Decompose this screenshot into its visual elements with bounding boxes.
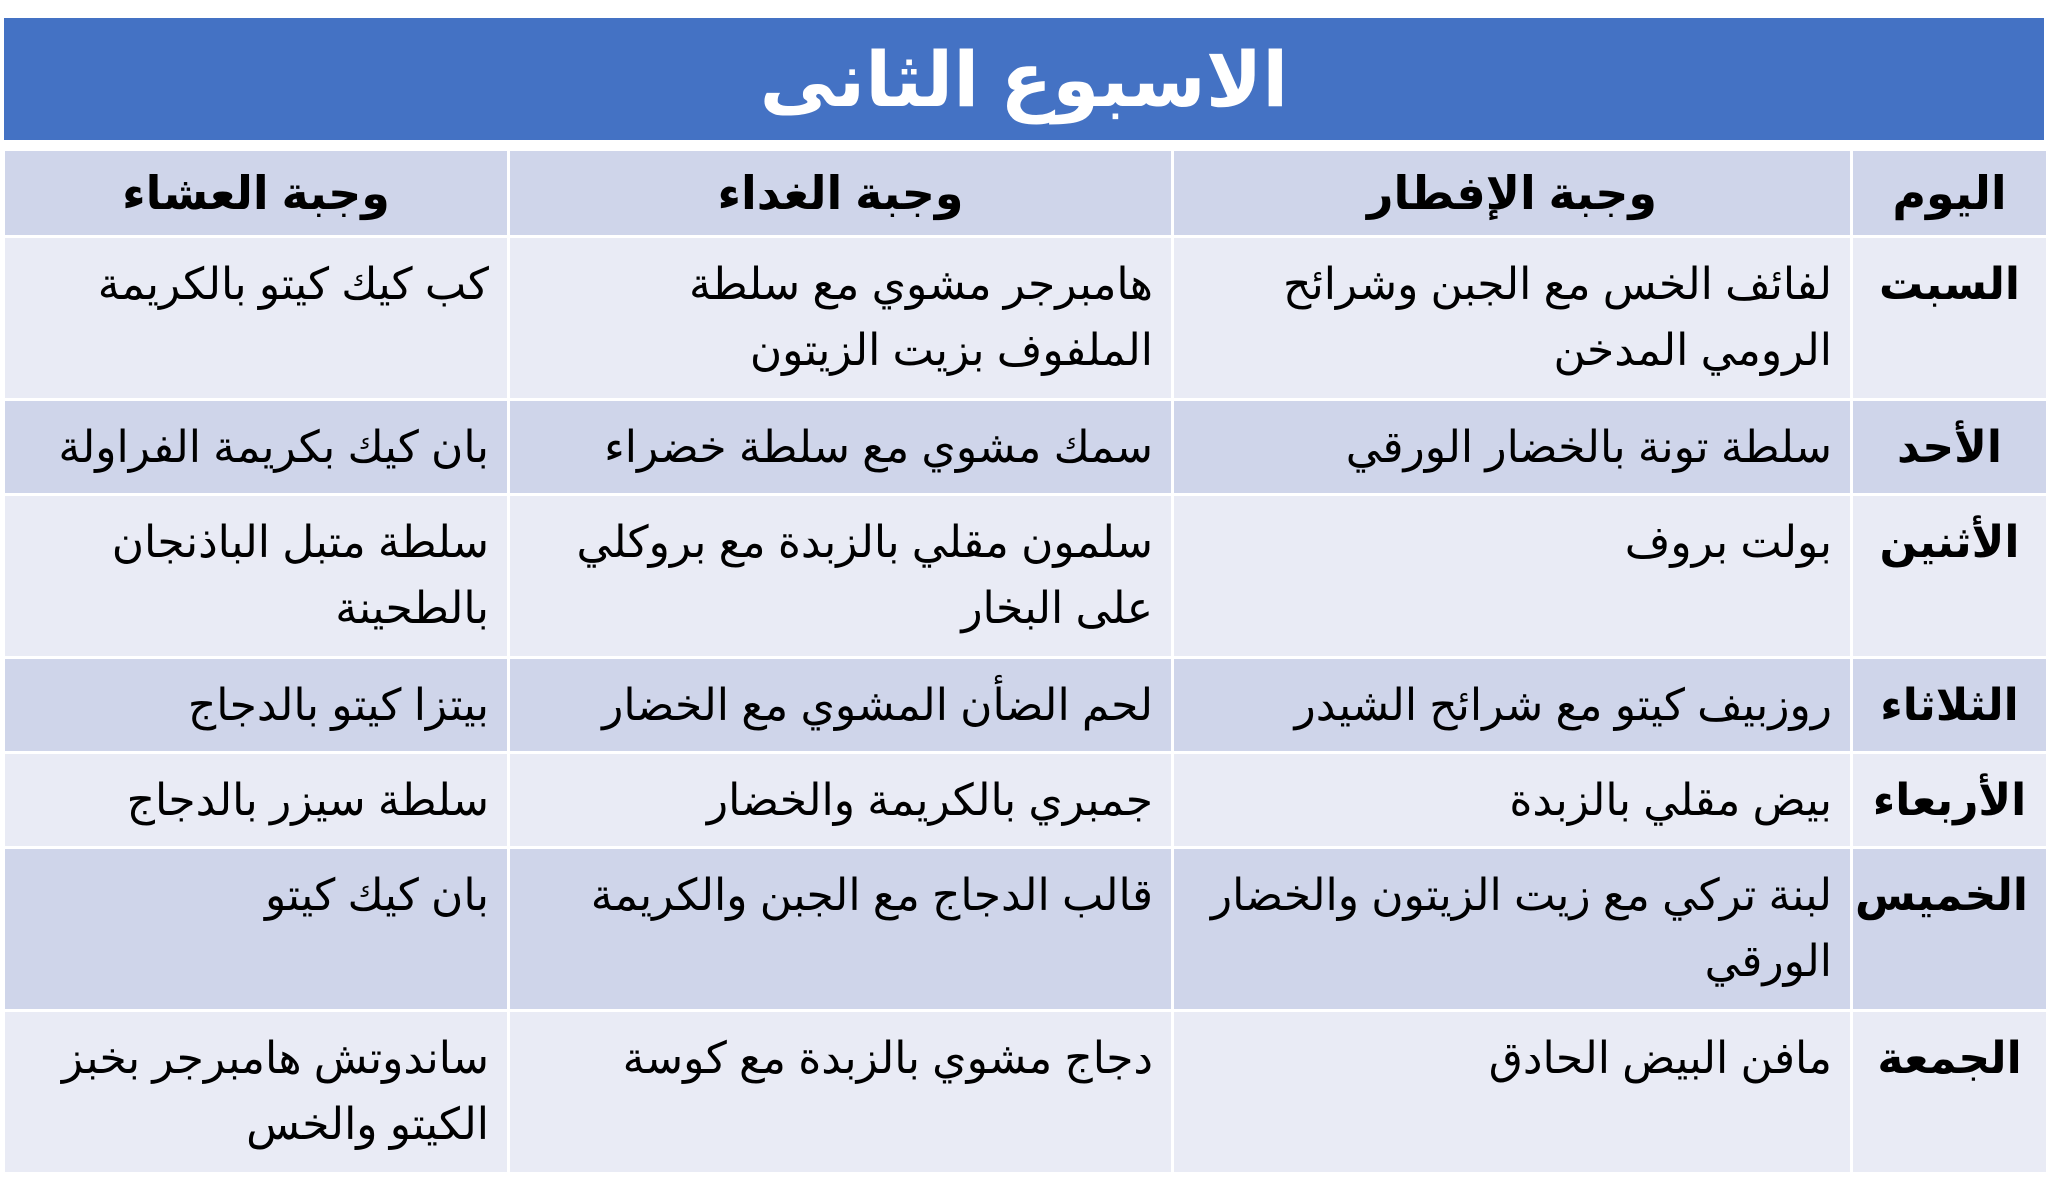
dinner-cell: بان كيك بكريمة الفراولة (4, 400, 509, 495)
table-row (4, 658, 2048, 753)
table-row (4, 237, 2048, 400)
lunch-cell: سمك مشوي مع سلطة خضراء (509, 400, 1173, 495)
column-header-dinner: وجبة العشاء (4, 150, 509, 237)
dinner-cell: سلطة سيزر بالدجاج (4, 753, 509, 848)
lunch-cell: جمبري بالكريمة والخضار (509, 753, 1173, 848)
dinner-cell: بيتزا كيتو بالدجاج (4, 658, 509, 753)
breakfast-cell: سلطة تونة بالخضار الورقي (1173, 400, 1852, 495)
meal-plan-table (2, 148, 2048, 1175)
dinner-cell: بان كيك كيتو (4, 848, 509, 1011)
day-cell: الخميس (1852, 848, 2048, 1011)
lunch-cell: هامبرجر مشوي مع سلطة الملفوف بزيت الزيتون (509, 237, 1173, 400)
table-header-row (4, 150, 2048, 237)
breakfast-cell: بيض مقلي بالزبدة (1173, 753, 1852, 848)
breakfast-cell: مافن البيض الحادق (1173, 1011, 1852, 1174)
lunch-cell: سلمون مقلي بالزبدة مع بروكلي على البخار (509, 495, 1173, 658)
day-cell: الأحد (1852, 400, 2048, 495)
column-header-breakfast: وجبة الإفطار (1173, 150, 1852, 237)
day-cell: الأثنين (1852, 495, 2048, 658)
breakfast-cell: لفائف الخس مع الجبن وشرائح الرومي المدخن (1173, 237, 1852, 400)
breakfast-cell: روزبيف كيتو مع شرائح الشيدر (1173, 658, 1852, 753)
table-row (4, 753, 2048, 848)
page-title: الاسبوع الثانى (4, 18, 2044, 140)
lunch-cell: قالب الدجاج مع الجبن والكريمة (509, 848, 1173, 1011)
table-row (4, 400, 2048, 495)
breakfast-cell: لبنة تركي مع زيت الزيتون والخضار الورقي (1173, 848, 1852, 1011)
dinner-cell: ساندوتش هامبرجر بخبز الكيتو والخس (4, 1011, 509, 1174)
column-header-day: اليوم (1852, 150, 2048, 237)
column-header-lunch: وجبة الغداء (509, 150, 1173, 237)
breakfast-cell: بولت بروف (1173, 495, 1852, 658)
day-cell: الثلاثاء (1852, 658, 2048, 753)
table-row (4, 848, 2048, 1011)
dinner-cell: سلطة متبل الباذنجان بالطحينة (4, 495, 509, 658)
day-cell: السبت (1852, 237, 2048, 400)
day-cell: الجمعة (1852, 1011, 2048, 1174)
table-row (4, 1011, 2048, 1174)
dinner-cell: كب كيك كيتو بالكريمة (4, 237, 509, 400)
lunch-cell: لحم الضأن المشوي مع الخضار (509, 658, 1173, 753)
lunch-cell: دجاج مشوي بالزبدة مع كوسة (509, 1011, 1173, 1174)
day-cell: الأربعاء (1852, 753, 2048, 848)
table-row (4, 495, 2048, 658)
